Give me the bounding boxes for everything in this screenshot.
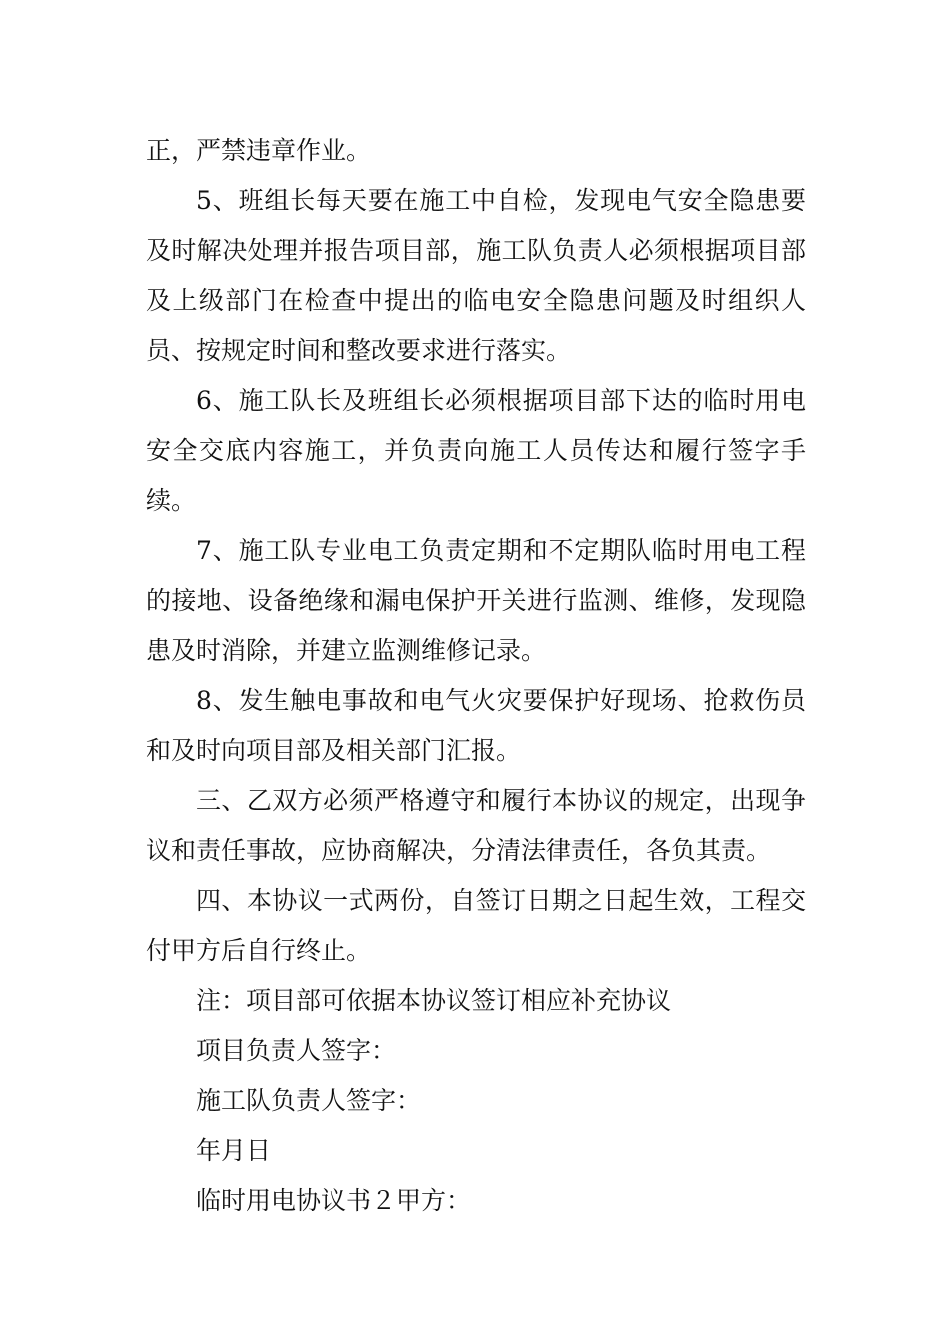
paragraph-item-7: 7、施工队专业电工负责定期和不定期队临时用电工程的接地、设备绝缘和漏电保护开关进行监测、维修，发现隐患及时消除，并建立监测维修记录。 xyxy=(146,536,806,665)
date-line: 年月日 xyxy=(196,1136,272,1165)
document-body xyxy=(146,126,806,1226)
paragraph-note: 注：项目部可依据本协议签订相应补充协议 xyxy=(196,986,672,1015)
next-agreement-heading: 临时用电协议书２甲方： xyxy=(196,1186,472,1215)
signature-project-manager: 项目负责人签字： xyxy=(196,1036,397,1065)
signature-team-leader: 施工队负责人签字： xyxy=(196,1086,422,1115)
paragraph-section-3: 三、乙双方必须严格遵守和履行本协议的规定，出现争议和责任事故，应协商解决，分清法律责任，各负其责。 xyxy=(146,786,806,865)
paragraph-item-6: 6、施工队长及班组长必须根据项目部下达的临时用电安全交底内容施工，并负责向施工人员传达和履行签字手续。 xyxy=(146,386,806,515)
paragraph-continuation: 正，严禁违章作业。 xyxy=(146,136,372,165)
paragraph-item-8: 8、发生触电事故和电气火灾要保护好现场、抢救伤员和及时向项目部及相关部门汇报。 xyxy=(146,686,806,765)
paragraph-item-5: 5、班组长每天要在施工中自检，发现电气安全隐患要及时解决处理并报告项目部，施工队负责人必须根据项目部及上级部门在检查中提出的临电安全隐患问题及时组织人员、按规定时间和整改要求进行落实。 xyxy=(146,186,806,365)
paragraph-section-4: 四、本协议一式两份，自签订日期之日起生效，工程交付甲方后自行终止。 xyxy=(146,886,806,965)
